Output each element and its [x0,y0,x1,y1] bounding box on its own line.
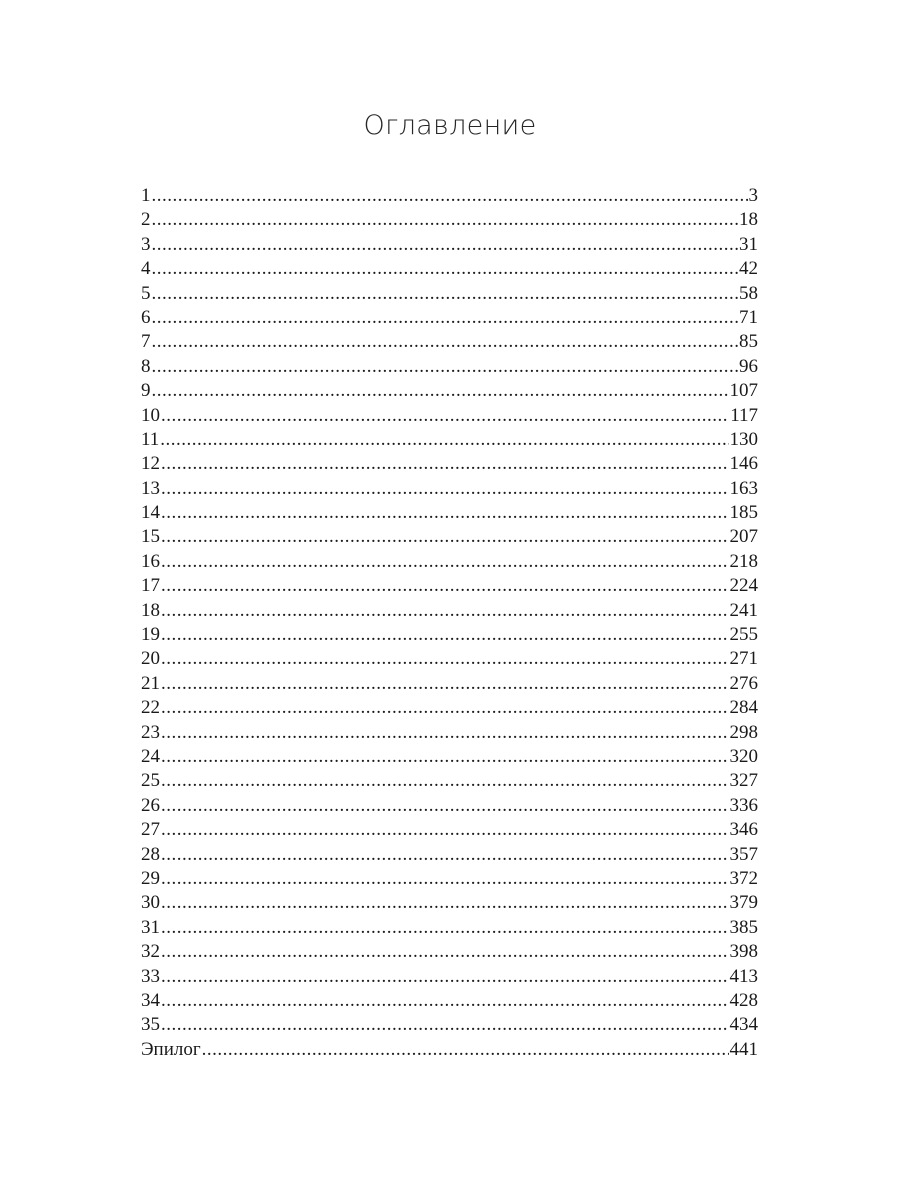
toc-dot-leader [152,184,748,208]
toc-entry-label: 8 [141,355,151,377]
toc-entry-label: 20 [141,648,160,670]
toc-entry-label: 1 [141,185,151,206]
toc-dot-leader [161,794,729,818]
toc-dot-leader [152,306,739,330]
toc-entry [141,769,758,793]
toc-entry-label: 2 [141,209,151,231]
toc-entry-label: 31 [141,916,160,938]
toc-entry-label: 32 [141,941,160,963]
toc-entry-page-number: 434 [729,1014,758,1036]
toc-entry-page-number: 372 [729,867,758,889]
toc-entry-label: 13 [141,477,160,499]
toc-entry-label: 23 [141,721,160,743]
page-title: Оглавление [363,110,537,141]
toc-dot-leader [161,965,729,989]
toc-entry [141,233,758,257]
toc-dot-leader [152,257,739,281]
toc-entry-page-number: 130 [729,428,758,450]
toc-entry-label: 35 [141,1014,160,1036]
toc-dot-leader [161,891,729,915]
toc-entry-label: 15 [141,526,160,548]
toc-entry [141,745,758,769]
toc-entry-label: 25 [141,770,160,792]
toc-entry-page-number: 185 [729,502,758,524]
toc-dot-leader [161,647,729,671]
toc-entry-page-number: 379 [729,892,758,914]
toc-entry-label: 34 [141,989,160,1011]
toc-entry-label: 5 [141,282,151,304]
toc-entry-page-number: 385 [729,916,758,938]
toc-dot-leader [161,672,729,696]
toc-entry [141,330,758,354]
toc-dot-leader [152,208,739,232]
toc-entry [141,574,758,598]
toc-entry [141,1013,758,1037]
toc-entry [141,550,758,574]
toc-entry-page-number: 320 [729,745,758,767]
toc-entry-label: 4 [141,258,151,280]
toc-entry-label: 12 [141,453,160,475]
table-of-contents [141,184,758,1062]
toc-entry-page-number: 218 [729,550,758,572]
toc-dot-leader [161,599,729,623]
toc-entry-page-number: 58 [739,282,758,304]
toc-entry-page-number: 398 [729,941,758,963]
toc-entry-page-number: 96 [739,355,758,377]
toc-entry [141,794,758,818]
toc-entry [141,599,758,623]
toc-entry-label: 33 [141,965,160,987]
toc-entry [141,477,758,501]
toc-dot-leader [161,940,729,964]
toc-dot-leader [161,696,729,720]
toc-entry-label: 6 [141,306,151,328]
toc-entry-page-number: 18 [739,209,758,231]
toc-dot-leader [160,428,728,452]
toc-dot-leader [152,379,729,403]
toc-entry [141,965,758,989]
toc-dot-leader [161,501,729,525]
toc-entry-label: 24 [141,745,160,767]
toc-entry [141,696,758,720]
toc-entry [141,257,758,281]
toc-dot-leader [152,330,739,354]
toc-entry-label: Эпилог [141,1038,201,1060]
toc-entry [141,452,758,476]
toc-dot-leader [161,574,729,598]
toc-entry [141,1038,758,1062]
toc-dot-leader [161,867,729,891]
toc-entry-page-number: 42 [739,258,758,280]
toc-entry [141,428,758,452]
toc-entry-label: 9 [141,380,151,402]
toc-dot-leader [152,355,739,379]
toc-dot-leader [161,623,729,647]
toc-entry-page-number: 241 [729,599,758,621]
toc-dot-leader [202,1038,729,1062]
toc-entry [141,721,758,745]
toc-entry-label: 3 [141,233,151,255]
toc-dot-leader [161,818,729,842]
toc-entry [141,501,758,525]
toc-entry-page-number: 327 [729,770,758,792]
toc-entry [141,623,758,647]
toc-entry [141,404,758,428]
toc-entry-label: 17 [141,575,160,597]
toc-dot-leader [161,550,729,574]
toc-entry-page-number: 428 [729,989,758,1011]
toc-dot-leader [161,769,729,793]
toc-entry [141,867,758,891]
toc-dot-leader [161,1013,729,1037]
toc-dot-leader [161,989,729,1013]
toc-entry-label: 30 [141,892,160,914]
toc-entry-label: 18 [141,599,160,621]
toc-entry-label: 19 [141,624,160,646]
toc-entry [141,525,758,549]
toc-entry-label: 27 [141,819,160,841]
toc-dot-leader [161,745,729,769]
toc-entry-page-number: 146 [729,453,758,475]
toc-entry-page-number: 346 [729,819,758,841]
toc-entry [141,843,758,867]
toc-entry-label: 22 [141,697,160,719]
toc-entry-page-number: 276 [729,672,758,694]
toc-entry-label: 26 [141,794,160,816]
toc-dot-leader [161,404,729,428]
toc-entry-page-number: 336 [729,794,758,816]
toc-entry-page-number: 31 [739,233,758,255]
toc-entry-label: 11 [141,428,160,450]
toc-entry [141,818,758,842]
toc-entry-page-number: 357 [729,843,758,865]
toc-entry-page-number: 441 [729,1038,758,1060]
toc-entry-page-number: 3 [748,185,758,206]
toc-entry-page-number: 71 [739,306,758,328]
toc-entry [141,916,758,940]
toc-entry [141,647,758,671]
toc-dot-leader [161,477,729,501]
toc-entry-page-number: 298 [729,721,758,743]
toc-entry [141,355,758,379]
toc-entry-page-number: 255 [729,624,758,646]
toc-entry-page-number: 271 [729,648,758,670]
toc-entry-label: 28 [141,843,160,865]
toc-dot-leader [161,452,729,476]
toc-entry-label: 14 [141,502,160,524]
toc-entry [141,379,758,403]
toc-entry-page-number: 107 [729,380,758,402]
toc-entry [141,940,758,964]
toc-entry [141,208,758,232]
toc-entry-page-number: 85 [739,331,758,353]
toc-dot-leader [152,282,739,306]
toc-entry [141,184,758,208]
toc-dot-leader [161,843,729,867]
toc-dot-leader [161,721,729,745]
toc-entry-page-number: 413 [729,965,758,987]
toc-entry [141,672,758,696]
toc-dot-leader [161,916,729,940]
toc-entry-label: 29 [141,867,160,889]
toc-dot-leader [161,525,729,549]
toc-entry-label: 7 [141,331,151,353]
toc-entry-label: 16 [141,550,160,572]
toc-entry-page-number: 117 [730,404,758,426]
toc-entry-label: 10 [141,404,160,426]
toc-entry [141,891,758,915]
toc-entry-page-number: 284 [729,697,758,719]
toc-entry [141,989,758,1013]
toc-dot-leader [152,233,739,257]
toc-entry-page-number: 207 [729,526,758,548]
toc-entry-page-number: 224 [729,575,758,597]
toc-entry-page-number: 163 [729,477,758,499]
toc-entry [141,306,758,330]
toc-entry-label: 21 [141,672,160,694]
toc-entry [141,282,758,306]
